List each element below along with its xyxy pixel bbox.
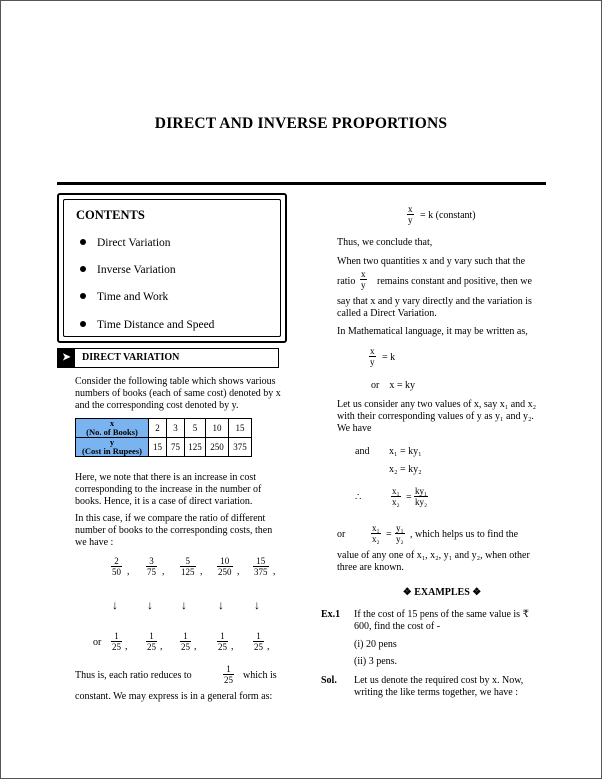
denominator: 25: [218, 642, 227, 652]
table-row: [76, 438, 252, 457]
table-cell: 15: [149, 438, 167, 457]
equation-text: or x = ky: [371, 380, 415, 391]
example-label: Ex.1: [321, 609, 341, 620]
example-part: (ii) 3 pens.: [354, 656, 398, 667]
contents-inner-border: [63, 199, 281, 337]
body-text: Let us consider any two values of x, say x₁ and x₂ with their corresponding values of y as y₁ and y₂. We have: [337, 399, 537, 434]
page-title: DIRECT AND INVERSE PROPORTIONS: [154, 115, 448, 132]
fraction: [391, 486, 401, 507]
numerator: x₁: [372, 523, 380, 533]
fraction: [253, 631, 264, 652]
solution-text: Let us denote the required cost by x. Now, writing the like terms together, we have :: [354, 675, 524, 698]
fraction: [369, 346, 376, 367]
fraction: [360, 269, 367, 290]
table-cell: 250: [206, 438, 229, 457]
section-heading: [57, 348, 279, 368]
comma: ,: [273, 566, 276, 577]
comma: ,: [194, 641, 197, 652]
numerator: x: [361, 269, 366, 279]
conclusion-text: Thus is, each ratio reduces to: [75, 670, 192, 681]
example-text: If the cost of 15 pens of the same value is ₹ 600, find the cost of -: [354, 609, 529, 632]
table-header-y: [76, 438, 149, 457]
body-text: say that x and y vary directly and the variation is called a Direct Variation.: [337, 296, 532, 319]
denominator: 25: [181, 642, 190, 652]
denominator: x₂: [372, 534, 380, 544]
header-symbol: x: [109, 418, 115, 428]
equation-text: x₁ = ky₁: [389, 446, 422, 457]
contents-item: [80, 319, 214, 331]
equation-text: , which helps us to find the: [410, 529, 519, 540]
table-cell: 10: [206, 419, 229, 438]
bullet-icon: [80, 321, 86, 327]
equation-text: = k: [382, 352, 396, 363]
numerator: y₁: [396, 523, 404, 533]
denominator: ky₂: [415, 497, 428, 507]
numerator: 1: [256, 631, 261, 641]
note-paragraph: Here, we note that there is an increase in cost corresponding to the increase in the number of books. Hence, it is a case of direct variation.: [75, 472, 262, 507]
table-row: [76, 419, 252, 438]
down-arrow-icon: ↓: [147, 598, 153, 612]
comma: ,: [125, 641, 128, 652]
equation-text: = k (constant): [420, 210, 476, 221]
comma: ,: [231, 641, 234, 652]
fraction: [217, 556, 233, 577]
or-label: or: [93, 637, 102, 648]
numerator: x: [370, 346, 375, 356]
fraction: [146, 631, 157, 652]
numerator: 1: [114, 631, 119, 641]
numerator: 2: [114, 556, 119, 566]
numerator: 15: [256, 556, 266, 566]
fraction: [253, 556, 269, 577]
table-cell: 375: [229, 438, 252, 457]
denominator: 25: [254, 642, 263, 652]
contents-item: [80, 291, 168, 303]
books-cost-table: [75, 418, 252, 457]
denominator: y: [370, 357, 375, 367]
comma: ,: [160, 641, 163, 652]
therefore-symbol: ∴: [355, 492, 362, 503]
table-cell: 15: [229, 419, 252, 438]
body-text: value of any one of x₁, x₂, y₁ and y₂, when other three are known.: [337, 550, 530, 573]
numerator: 5: [185, 556, 190, 566]
body-text: ratio: [337, 276, 356, 287]
numerator: 3: [149, 556, 154, 566]
comma: ,: [200, 566, 203, 577]
section-heading-label: DIRECT VARIATION: [82, 352, 180, 363]
denominator: 25: [224, 675, 233, 685]
denominator: x₂: [392, 497, 400, 507]
intro-paragraph: Consider the following table which shows various numbers of books (each of same cost) denoted by x and the corresponding cost denoted by y.: [75, 376, 281, 411]
arrow-right-icon: ➤: [58, 349, 75, 367]
numerator: ky₁: [415, 486, 428, 496]
contents-item-label: Time Distance and Speed: [97, 319, 215, 331]
denominator: 125: [181, 567, 195, 577]
conclusion-text: which is: [243, 670, 277, 681]
numerator: 1: [149, 631, 154, 641]
numerator: 1: [226, 664, 231, 674]
denominator: 50: [112, 567, 121, 577]
table-cell: 5: [185, 419, 206, 438]
fraction: [146, 556, 157, 577]
body-text: Thus, we conclude that,: [337, 237, 433, 248]
table-cell: 125: [185, 438, 206, 457]
contents-heading: CONTENTS: [76, 208, 145, 222]
down-arrow-icon: ↓: [254, 598, 260, 612]
denominator: y₂: [396, 534, 404, 544]
comma: ,: [127, 566, 130, 577]
equation-text: x₂ = ky₂: [389, 464, 422, 475]
equals-sign: =: [386, 529, 392, 540]
header-symbol: y: [109, 437, 115, 447]
contents-item: [80, 264, 176, 276]
denominator: 25: [112, 642, 121, 652]
bullet-icon: [80, 266, 86, 272]
contents-item-label: Direct Variation: [97, 237, 171, 249]
table-cell: 2: [149, 419, 167, 438]
table-cell: 3: [167, 419, 185, 438]
note-paragraph: In this case, if we compare the ratio of different number of books to the corresponding costs, then we have :: [75, 513, 273, 548]
numerator: x: [408, 204, 413, 214]
body-text: In Mathematical language, it may be written as,: [337, 326, 528, 337]
denominator: 25: [147, 642, 156, 652]
fraction: [407, 204, 414, 225]
body-text: remains constant and positive, then we: [377, 276, 532, 287]
header-caption: (Cost in Rupees): [82, 446, 142, 456]
contents-box: [57, 193, 287, 343]
header-caption: (No. of Books): [86, 427, 138, 437]
down-arrow-icon: ↓: [181, 598, 187, 612]
numerator: 1: [183, 631, 188, 641]
solution-label: Sol.: [321, 675, 337, 686]
title-rule: [57, 182, 546, 185]
fraction: [180, 556, 196, 577]
table-header-x: [76, 419, 149, 438]
comma: ,: [267, 641, 270, 652]
and-label: and: [355, 446, 370, 457]
fraction: [371, 523, 381, 544]
fraction: [180, 631, 191, 652]
equals-sign: =: [406, 492, 412, 503]
denominator: 250: [218, 567, 232, 577]
bullet-icon: [80, 293, 86, 299]
comma: ,: [237, 566, 240, 577]
denominator: 75: [147, 567, 156, 577]
down-arrow-icon: ↓: [112, 598, 118, 612]
table-cell: 75: [167, 438, 185, 457]
fraction: [223, 664, 234, 685]
fraction: [111, 631, 122, 652]
denominator: y: [408, 215, 413, 225]
or-label: or: [337, 529, 346, 540]
fraction: [217, 631, 228, 652]
body-text: When two quantities x and y vary such that the: [337, 256, 526, 267]
contents-item-label: Time and Work: [97, 291, 169, 303]
contents-item: [80, 237, 171, 249]
contents-item-label: Inverse Variation: [97, 264, 176, 276]
fraction: [414, 486, 428, 507]
numerator: 1: [220, 631, 225, 641]
fraction: [111, 556, 122, 577]
denominator: 375: [254, 567, 268, 577]
comma: ,: [162, 566, 165, 577]
bullet-icon: [80, 239, 86, 245]
numerator: x₁: [392, 486, 400, 496]
numerator: 10: [220, 556, 230, 566]
down-arrow-icon: ↓: [218, 598, 224, 612]
conclusion-text: constant. We may express is in a general form as:: [75, 691, 273, 702]
example-part: (i) 20 pens: [354, 639, 397, 650]
examples-heading: ❖ EXAMPLES ❖: [402, 587, 482, 598]
denominator: y: [361, 280, 366, 290]
fraction: [395, 523, 405, 544]
